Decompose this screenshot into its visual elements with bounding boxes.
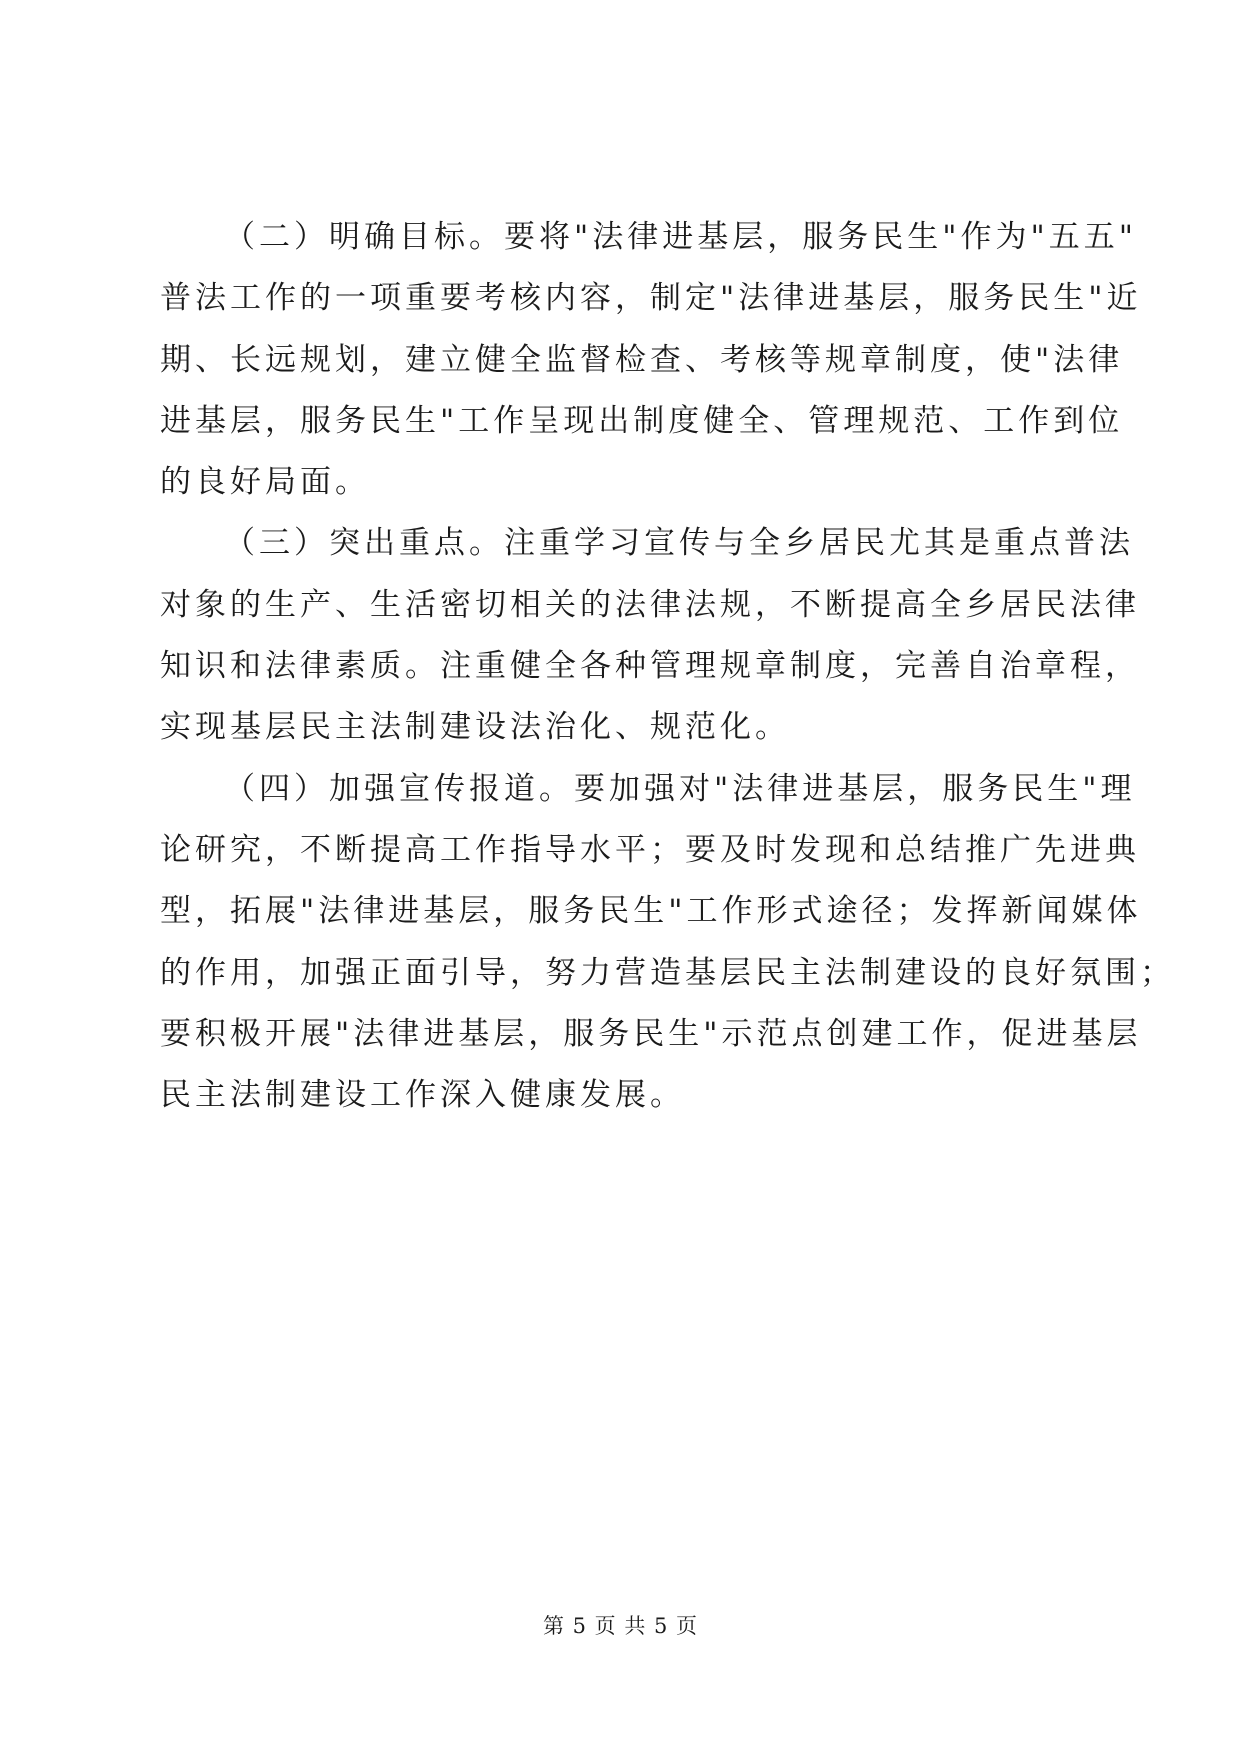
document-body	[160, 207, 1175, 1126]
paragraph-line: 实现基层民主法制建设法治化、规范化。	[160, 709, 790, 746]
paragraph-key-points	[160, 513, 1140, 758]
paragraph-line: 对象的生产、生活密切相关的法律法规，不断提高全乡居民法律	[160, 586, 1140, 623]
paragraph-line: （四）加强宣传报道。要加强对"法律进基层，服务民生"理	[224, 770, 1136, 807]
paragraph-line: 论研究，不断提高工作指导水平；要及时发现和总结推广先进典	[160, 831, 1140, 868]
paragraph-publicity	[160, 759, 1175, 1127]
paragraph-line: （二）明确目标。要将"法律进基层，服务民生"作为"五五"	[224, 219, 1138, 255]
page-number-footer: 第 5 页 共 5 页	[542, 1614, 699, 1638]
paragraph-line: 进基层，服务民生"工作呈现出制度健全、管理规范、工作到位	[160, 402, 1124, 439]
paragraph-line: 知识和法律素质。注重健全各种管理规章制度，完善自治章程，	[160, 648, 1140, 685]
paragraph-line: 民主法制建设工作深入健康发展。	[160, 1077, 685, 1114]
paragraph-line: 的良好局面。	[160, 464, 370, 501]
paragraph-objectives	[160, 207, 1142, 513]
paragraph-line: （三）突出重点。注重学习宣传与全乡居民尤其是重点普法	[224, 525, 1134, 562]
paragraph-line: 要积极开展"法律进基层，服务民生"示范点创建工作，促进基层	[160, 1015, 1142, 1052]
paragraph-line: 普法工作的一项重要考核内容，制定"法律进基层，服务民生"近	[160, 280, 1142, 317]
paragraph-line: 期、长远规划，建立健全监督检查、考核等规章制度，使"法律	[160, 341, 1124, 378]
paragraph-line: 型，拓展"法律进基层，服务民生"工作形式途径；发挥新闻媒体	[160, 893, 1142, 930]
paragraph-line: 的作用，加强正面引导，努力营造基层民主法制建设的良好氛围；	[160, 954, 1175, 991]
